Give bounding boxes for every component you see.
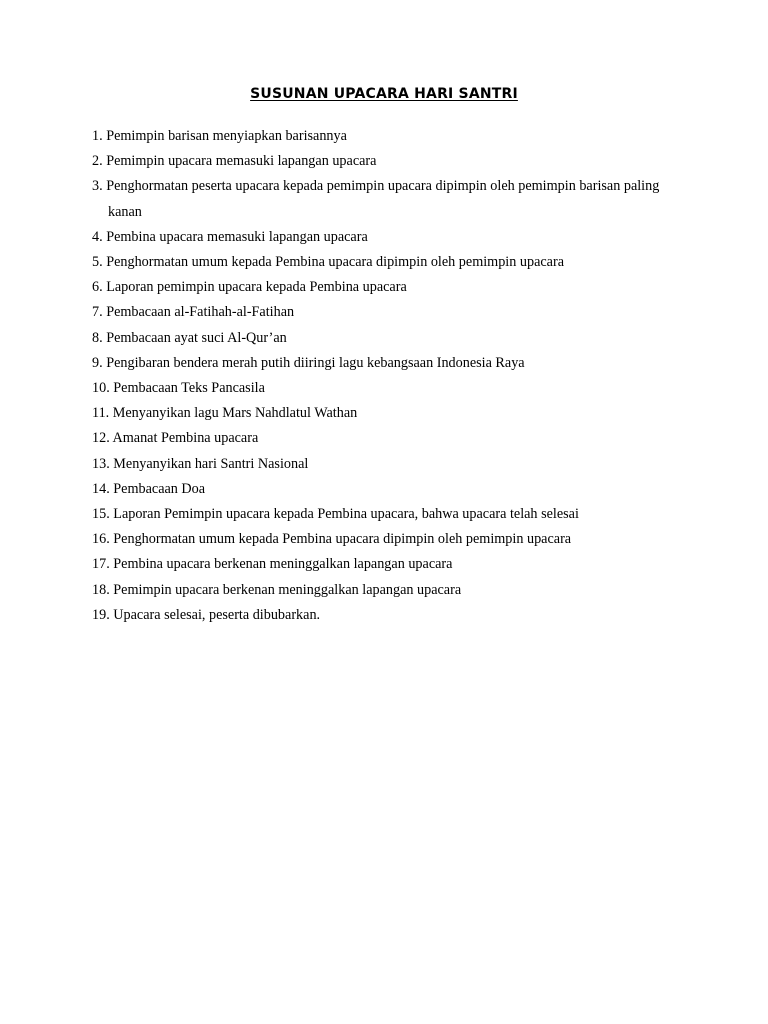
list-item: 14. Pembacaan Doa	[92, 480, 206, 497]
list-item: 3. Penghormatan peserta upacara kepada pemimpin upacara dipimpin oleh pemimpin barisan paling kanan	[92, 178, 660, 220]
list-item: 16. Penghormatan umum kepada Pembina upacara dipimpin oleh pemimpin upacara	[92, 531, 572, 548]
list-item: 9. Pengibaran bendera merah putih diiringi lagu kebangsaan Indonesia Raya	[92, 354, 525, 371]
list-item: 10. Pembacaan Teks Pancasila	[92, 380, 265, 397]
list-item: 11. Menyanyikan lagu Mars Nahdlatul Wathan	[92, 405, 358, 422]
list-item: 4. Pembina upacara memasuki lapangan upacara	[92, 228, 368, 245]
list-item: 6. Laporan pemimpin upacara kepada Pembina upacara	[92, 279, 407, 296]
list-item: 1. Pemimpin barisan menyiapkan barisannya	[92, 128, 347, 144]
list-item: 5. Penghormatan umum kepada Pembina upacara dipimpin oleh pemimpin upacara	[92, 254, 564, 271]
list-item: 12. Amanat Pembina upacara	[92, 430, 259, 447]
list-item: 19. Upacara selesai, peserta dibubarkan.	[92, 606, 321, 623]
list-item: 15. Laporan Pemimpin upacara kepada Pembina upacara, bahwa upacara telah selesai	[92, 506, 579, 523]
ceremony-steps-list	[92, 124, 682, 628]
list-item: 17. Pembina upacara berkenan meninggalkan lapangan upacara	[92, 556, 453, 573]
list-item: 7. Pembacaan al-Fatihah-al-Fatihan	[92, 304, 295, 321]
list-item: 18. Pemimpin upacara berkenan meninggalkan lapangan upacara	[92, 581, 462, 598]
list-item: 13. Menyanyikan hari Santri Nasional	[92, 455, 309, 472]
list-item: 2. Pemimpin upacara memasuki lapangan upacara	[92, 153, 377, 170]
list-item: 8. Pembacaan ayat suci Al-Qur’an	[92, 329, 287, 346]
document-title: SUSUNAN UPACARA HARI SANTRI	[250, 86, 518, 102]
